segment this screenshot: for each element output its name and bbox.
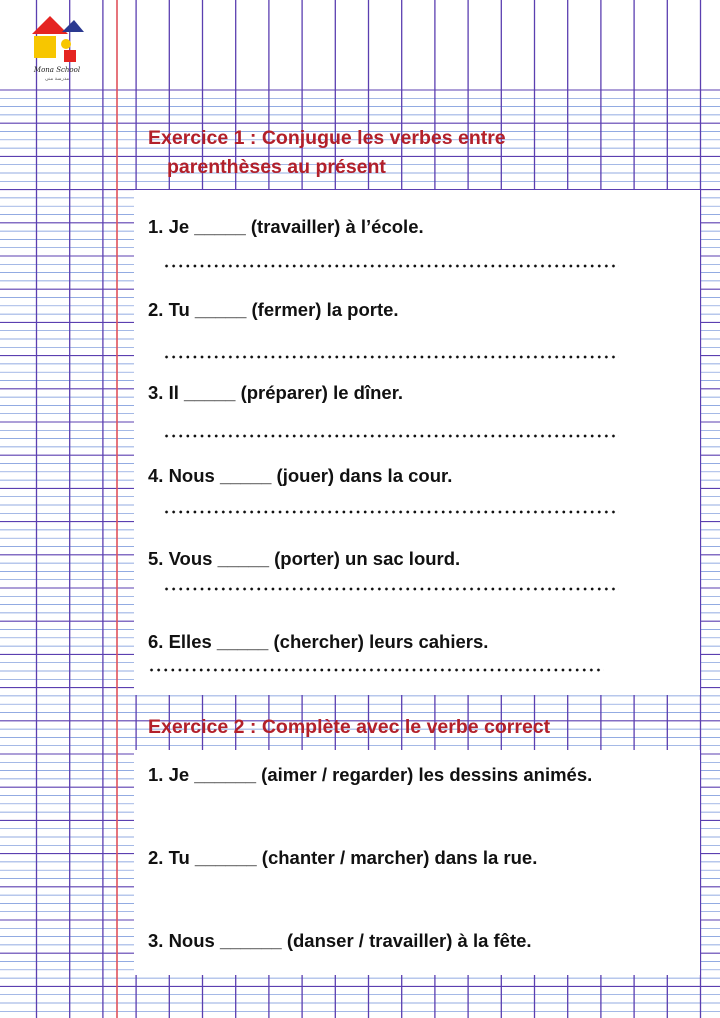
exercise-1-item-2: 2. Tu _____ (fermer) la porte. [148,299,399,320]
answer-line-4[interactable] [163,510,619,514]
exercise-2-item-3: 3. Nous ______ (danser / travailler) à la fête. [148,930,532,951]
exercise-1-title-line-2: parenthèses au présent [167,156,386,178]
exercise-1-item-5: 5. Vous _____ (porter) un sac lourd. [148,548,461,569]
exercise-1-item-6: 6. Elles _____ (chercher) leurs cahiers. [148,631,489,652]
exercise-2-title: Exercice 2 : Complète avec le verbe correct [148,716,551,738]
logo-subtitle: مدرسة منى [44,76,70,82]
house-blocks-icon [28,12,86,68]
exercise-1-item-4: 4. Nous _____ (jouer) dans la cour. [148,465,453,486]
answer-line-1[interactable] [163,264,619,268]
exercise-1-item-3: 3. Il _____ (préparer) le dîner. [148,382,404,403]
school-logo [28,12,86,94]
answer-line-3[interactable] [163,434,619,438]
logo-name: Mona School [33,66,81,74]
exercise-1-title-line-1: Exercice 1 : Conjugue les verbes entre [148,127,506,149]
answer-line-2[interactable] [163,355,619,359]
exercise-2-item-1: 1. Je ______ (aimer / regarder) les dessins animés. [148,764,593,785]
answer-line-5[interactable] [163,587,619,591]
exercise-1-item-1: 1. Je _____ (travailler) à l’école. [148,216,424,237]
answer-line-6[interactable] [148,668,604,672]
exercise-2-item-2: 2. Tu ______ (chanter / marcher) dans la rue. [148,847,538,868]
